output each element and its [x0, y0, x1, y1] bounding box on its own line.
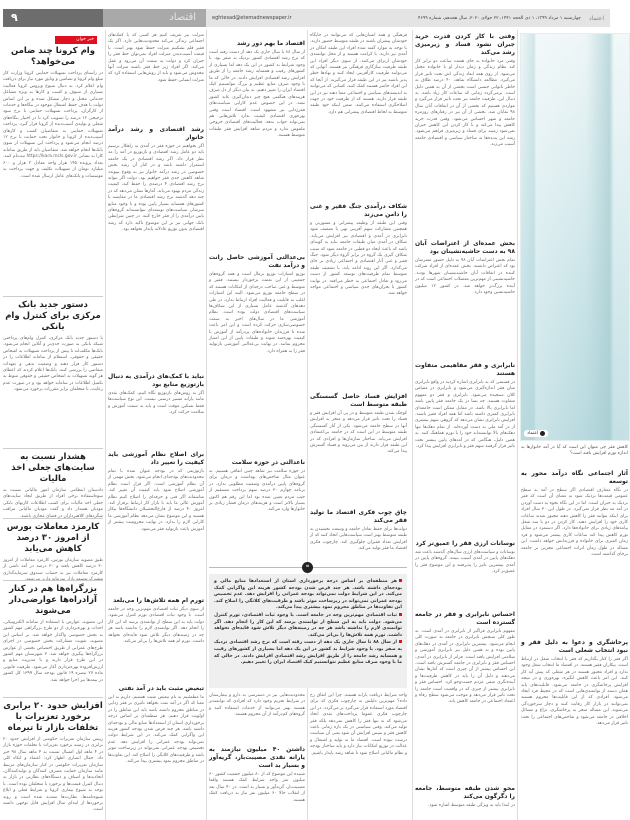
brief-article	[3, 296, 103, 446]
subhead: ناعدالتی در حوزه سلامت	[231, 459, 305, 466]
brief-body: رییس سازمان تعزیرات حکومتی از افزایش حدود ۲۰ برابری در زمینه برخورد تعزیرات با تخلفات حوزه بازار در ۴ ماهه اول امسال نسبت به ۴ ماهه سال ۹۸ خبر داد. جمال انصاری اظهار کرد: اعتماد و اتکاء کلی سازمان تعزیرات حکومتی در کنار سازمان‌های مرتبط مانند سازمان حمایت مصرف کنندگان و تولیدکنندگان، اتحادیه‌ها و اصناف و دستگاه‌های نظارتی در بازار به دنبال کنترل قیمت‌ها و برخورد با متخلفان بوده است. با توجه به شیوع بیماری کرونا و شرایط فعلی و ابلاغ شیوه‌نامه‌ها، نظارت‌ها تشدید شده است و روند برخوردها از ابتدای سال افزایش قابل توجهی داشته است.	[3, 737, 103, 813]
pull-quote: از سال ۸۸ تا سال جاری یک دهه از دست رفته است که نرخ رشد اقتصادی نزدیک به صفر بود. با وجود شرایط بد کشور در این یک دهه اما بسیاری از کشورهای رقیب و همسایه رشد جامعه را از طریق افزایش رشد اقتصادی افزایش دادند. در حالی که ما با وجود صرف منابع عظیم نتوانستیم کیک اقتصاد ایران را تغییر دهیم.	[214, 640, 402, 666]
article-body: در حوزه سلامت نیز شاهد چنین اتفاقی هستیم. به عنوان مثال شاخص‌های بهداشت و درمان برای گروه‌های پایین درآمدی وضعیت مطلوبی ندارد. در برنامه چهارم ۳۰ درصد سهم پرداخت مستقیم از جیب مردم تعیین شده بود اما این رقم هم اکنون بسیار بالاتر است و هزینه‌های درمان فشار زیادی بر خانوارها وارد می‌کند.	[209, 469, 305, 513]
brief-title: کارمزد معاملات بورس از امروز ۳۰ درصد کاهش می‌یابد	[6, 522, 100, 554]
article-section	[108, 685, 204, 820]
brief-article	[3, 448, 103, 519]
red-bullet-icon	[399, 579, 402, 582]
caption-text: کاهش فقر چی متوان این است که آیا در آمد خانوارها به اندازه تورم افزایش یافته است؟	[521, 445, 628, 457]
subhead: شکاف درآمدی جنگ فقیر و غنی را دامن می‌زند	[310, 203, 407, 218]
header-info-bar	[206, 9, 610, 27]
article-section	[415, 362, 515, 537]
brief-article	[3, 697, 103, 820]
subhead: چاق چوب فکری اقتصاد ما تولید فقر می‌کند	[310, 509, 407, 524]
subhead: افزایش فساد حاصل گسستگی طبقه متوسط است	[310, 393, 407, 408]
article-section	[521, 639, 628, 820]
article-body: تمام بخش اعتراضات آبان ۹۸ به دلیل حضور معترضان بود که اعتراض داشتند. بخش عمده‌ای از افراد شرکت کننده در اتفاقات آبان حاشیه‌نشینان شهرها بودند. حاشیه‌نشینی از مهم‌ترین معضلات اجتماعی است که در آینده بزرگ‌تر خواهد شد. در کشور ۱۲ میلیون حاشیه‌نشین وجود دارد.	[415, 258, 516, 296]
brief-body: در راستای پرداخت تسهیلات حمایتی کرونا وزارت کار مبلغ وام کرونا و تضامین و وثایق مورد نیاز برای دریافت وام اعلام کرد. به دنبال شیوع ویروس کرونا فعالیت بسیاری از صنوف و کسب و کارها به ویژه مشاغل خدماتی مختل و دچار مشکل شده و بر این اساس دولت با هدف حفظ اشتغال موجود در بنگاه‌ها و خدمات از کارگران، پرداخت تسهیلات حمایتی با نرخ سود ترجیحی ۱۲ درصد را تصویب کرد تا در اختیار بنگاه‌های شغلی و تولیدی آسیب‌دیده از کرونا قرار گیرد. پرداخت تسهیلات حمایتی به متقاضیان کسب و کارهای آسیب‌دیده از کرونا و خانوار تحت حمایت با نرخ ۱۲ درصد انجام می‌شود و پرداخت این تسهیلات از سوی بانک‌ها انجام خواهد شد. متقاضیان باید از طریق سامانه کارا به نشانی https://kara.mcls.gov.ir ثبت‌نام کنند. تعداد پرونده ۱۴۵ هزار واحد معادل ۲ هزار و ۶۰۰ میلیارد تومان از تسهیلات تکلیف و جهت پرداخت به موسسات و بانک‌های عامل ارسال شده است.	[3, 71, 103, 179]
article-section	[415, 33, 515, 236]
column-divider	[517, 30, 518, 820]
photo-caption	[521, 445, 628, 465]
article-body: وقتی مرد خانواده به جای هشت ساعت دو برابر کار کند نظام زندگی و زمان دیدار او با خانواده مختل می‌شود. از روی همه ابعاد زندگی اش تحت تاثیر قرار می‌گیرد. مطالعه دانشگاه شاهد، ۴۰ درصد طلاق به خاطر ناتوانی جنسی است بخشی از آن به همین دلیل است. برمی‌گردد زمانی که ساعات کار زیاد باشد. به دنبال این، ظرفیت جامعه نیز تحت تاثیر قرار می‌گیرد و مواردی هستیم که بخشی از آن در اتفاقات آبان سال ۹۸ نمایان شد. بخشی از آن نیز در رفتارهای روزمره جامعه و شهر احساس می‌شود. وقتی قدرت خرید کاهش پیدا می‌کند و با کار کردن این کاهش جبران نمی‌شود زمینه برای فساد و زیرمیزی فراهم می‌شود. رشد این پدیده‌ها به ساختار سیاسی و اقتصادی جامعه آسیب می‌زند.	[415, 59, 515, 148]
brief-body: دادستان انتظامی سازمان امور مالیاتی نسبت به سوءاستفاده برخی افراد از طریق ایجاد سایت‌های جعلی اخذ مالیات برای کسب اطلاعات کارتهای بانکی مودیان هشدار داد و گفت مودیان مالیاتی مراقب شگردهای کلاهبرداران در فضای مجازی باشند.	[3, 488, 103, 519]
page-header	[3, 9, 610, 27]
article-body: اگر فقر را کنار بگذاریم که فقر با انتخاب شغل در ارتباط است، بیکاران فقیر هستند. در اقتصاد ما انتخاب شغل وجود ندارد و افراد مجبور هستند در هر شغلی که پیش آید کار کنند. این امر باعث کاهش انگیزه، بهره‌وری و در نتیجه افزایش پرخاشگری در جامعه می‌شود. قابلیت‌های پایه همان دسته از توانمندی‌هایی است که در محیط فرد ایجاد می‌شود. افرادی که از این قابلیت‌ها محروم هستند نمی‌توانند در بازار کار رقابت کنند و دچار سرخوردگی می‌شوند. این مساله منجر به پرخاشگری، نزاع و مسائل اخلاقی در جامعه می‌شود و شاخص‌های اجتماعی را تحت تاثیر قرار می‌دهد.	[521, 657, 628, 727]
subhead: تورم ام همه تلاش‌ها را می‌بلعد	[113, 597, 204, 604]
news-tag: خبر خوان	[55, 36, 97, 44]
subhead: وقتی با کار کردن قدرت خرید جبران نشود فساد و زیرمیزی رشد می‌کند	[415, 33, 515, 56]
subhead: رشد اقتصادی و رشد درآمد خانوار	[108, 126, 204, 141]
article-section	[108, 451, 204, 595]
subhead: احساس نابرابری و فقر در جامعه گسترده است	[415, 611, 515, 626]
subhead: برای اصلاح نظام آموزشی باید کیفیت را تغییر داد	[108, 451, 204, 466]
article-body: از سال ۸۸ تا سال جاری یک دهه از دست رفته است که نرخ رشد اقتصادی کشور نزدیک به صفر بود. با وجود شرایط بد کشور در این یک دهه اما بسیاری از کشورهای رقیب و همسایه رشد جامعه را از طریق افزایش رشد اقتصادی افزایش دادند. در حالی که ما با وجود صرف منابع عظیم و بزرگ نتوانستیم کیک اقتصاد ایران را تغییر دهیم. به بیان دیگر از دل صرف هزینه‌های هنگفتی هیچ چیز دندان‌گیری عاید کشور نشد. در این خصوص عدم کارایی سیاست‌های فقرزدایی نیز مشهود است. اقتصاد است وقتی بهره‌وری اقتصادی کیفیت ندارد تلاش‌هایی هم نمی‌تواند جواب بدهد. فعالیت‌های اقتصادی خروجی ملموس ندارد و مردم شاهد افزایش فقر طبقات متوسط هستند.	[209, 50, 305, 139]
article-section	[108, 597, 204, 683]
article-section	[209, 40, 305, 250]
article-body: محدودیت‌هایی نیز در دسترسی به دارو و بیمارستان در شرایط تحریم وجود دارد که افرادی که توانمندتر هستند بهتر می‌توانند از خدمات استفاده کنند و گروه‌های کم‌درآمد از آن محروم هستند.	[209, 693, 305, 718]
column-divider	[206, 30, 207, 820]
article-continuation	[310, 693, 407, 820]
article-body: اگر بخواهیم در حوزه فقر در آمدی به راهکار برسیم باید دو عامل رشد اقتصادی و بازتوزیع در آمد را مد نظر قرار داد. اگر رشد اقتصادی در یک جامعه استمرار داشته باشد و در کنار آن رشد بخش خصوصی در رشد درآمد خانوار نیز به وقوع بپیوندد شاهد کاهش جدی فقر خواهیم بود. دولت اگر بتواند نرخ رشد اقتصادی ۴ درصدی را حفظ کند، کیفیت زندگی مردم بهبود می‌یابد. آمارها نشان می‌دهد که در چند دهه گذشته نرخ رشد اقتصادی ما در مقایسه با کشورهای همسایه بسیار پایین بوده و با وجود منابع سرشار، سیاست‌های توسعه‌ای نتوانسته‌اند گروه‌های پایین درآمدی را از فقر خارج کنند. در چنین شرایطی بانک جهانی نیز بر این موضوع تاکید دارد که رشد اقتصادی بدون توزیع عادلانه پایدار نخواهد بود.	[108, 144, 204, 233]
article-section	[415, 240, 515, 358]
subhead: بخش عمده‌ای از اعتراضات آبان ۹۸ به دست حاشیه‌نشینان بود	[415, 240, 515, 255]
column-divider	[412, 30, 413, 820]
article-body: منزلت نیز تعریف کنیم هر کسی که با کمک‌های اجتماعی زندگی می‌کند محدودیت‌هایی دارد. اگر یک فقیر قلم بشکنیم منزلت حفظ شود بهتر است. با قیمت آسیب‌دیدن منزلت افراد نمی‌توان خط فقر را جبران کرد و دولت به سمت آن می‌رود و عمل می‌کند. اگر افراد زیر خط فقر باشند منزلت آنها مخدوش می‌شود و باید از روش‌هایی استفاده کرد که منزلت انسانی حفظ شود.	[108, 33, 204, 83]
article-body: شنیده این موضوع که از ۸۰ میلیون جمعیت کشور ۶۰ میلیون نفر واجد شرایط کمک هستند واقعا مصیبت‌بار، گریه‌آور و بسیار بد است. در ۴۰ سال بعد از انقلاب حالا ۶۰ میلیون نفر نیاز به دریافت کمک هستند.	[209, 772, 306, 803]
article-section	[310, 393, 407, 506]
article-body: در ابتدا باید به ویژگی طبقه متوسط اشاره شود.	[428, 803, 515, 808]
brief-title: بزرگراه‌ها هم در کنار آزادراه‌ها عوارضی‌دار می‌شوند	[9, 584, 97, 616]
brief-body: این مصوبه، عوارض با استفاده از سامانه الکترونیکی، احداث و بهره‌برداری از دو طرح بزرگراهی مهم کشور به بخش خصوصی واگذار خواهد شد. بر اساس این مصوبه، تقویت مشارکت بخش خصوصی در اجرای طرح‌های عمرانی از طریق اختصاص بخشی از عوارض بزرگراه‌ها پیگیری خواهد شد. ۳ شهرستان مهم کشور در این طرح قرار دارند و با مدیریت منابع و ارزش‌افزوده بهره‌برداری آغاز می‌شود. طرفیت قانونی ماده ۲۷ تبصره ۱۹ قانون بودجه سال ۱۳۹۹ کل کشور در بیمه‌ها نیز اجرا خواهد شد.	[3, 620, 104, 683]
page-number: ۹	[3, 9, 103, 27]
subhead: بی‌عدالتی آموزشی حاصل رانت و درآمد نفت	[209, 254, 305, 269]
article-section	[209, 254, 305, 457]
brief-body: با دستور جدید بانک مرکزی، کنترل وام‌های پرداختی شبکه بانکی به صورت جدی‌تر و آنلاین انجام می‌شود. بانک‌ها مکلف‌اند تا پیش از پرداخت تسهیلات به اشخاص حقیقی و حقوقی، استعلام از سامانه اطلاعات را در دستور کار قرار دهند و وضعیت بدهی و تعهدات متقاضی را بررسی کنند. بانک‌ها اعلام کردند که اعطای هر گونه تسهیلات به اشخاص حقیقی و حقوقی منوط به تکمیل اطلاعات در سامانه خواهد بود و در صورت عدم رعایت، با متخلفان برابر مقررات برخورد می‌شود.	[3, 336, 103, 393]
article-body: از سوی دیگر ثبات اقتصادی مهم‌ترین وجه در جامعه است. با وجود ثبات اقتصادی تورم کنترل می‌شود. دولت باید به این سطح از توانمندی برسد که این کار را انجام دهد. اگر توانمندی لازم را نداشته باشد هر چه در زمینه‌های دیگر تلاش شود فایده‌ای نخواهد داشت. تورم ام همه تلاش‌ها را بی‌اثر می‌کند.	[108, 607, 204, 645]
subhead: آثار اجتماعی نگاه درآمد محور به توسعه	[521, 470, 628, 485]
quote-icon: ❝	[302, 562, 313, 573]
article-body: مفهوم نابرابری فراگیر از نابرابری در آمدی است. به طور کلی سنجش نابرابری در جامعه به صورت کلی انجام می‌شود. بیشترین نابرابری در آمدی در دهک‌های پایین بوده و به همین دلیل نیز نابرابری آموزشی و سلامتی افزایش یافته است. فراتر از نابرابری در آمدی، احساس فقر و نابرابری در جامعه گسترش یافته است. این احساس بیشتر از آن چیزی است که آمارها نشان می‌دهند و دلیل آن را باید در کاهش ظرفیت‌ها و آینده‌نگری منفی مردم جست‌وجو کرد. احساس فقر و نابرابری بیشتر از چیزی که در واقعیت است جامعه را تحت تاثیر قرار می‌دهد و موجب می‌شود سطح رفاه و اعتماد اجتماعی در جامعه کاهش یابد.	[415, 629, 515, 705]
article-body: بازتوزیعی که در بودجه عنوان شده با تمام محدودیت‌های بودجه‌ای انجام می‌شود. بخش مهمی از آن نظام آموزشی است. اگر قرار است نظام آموزشی اصلاح شود باید کیفیت آن تغییر کند. متاسفانه اگر فنی و حرفه‌ای را اصلاح کنیم نظام آموزش عالی ما باید با بازار کار ارتباط برقرار کند. امروز ۴۰ درصد از فارغ‌التحصیلان دانشگاه‌ها بیکار هستند و این موضوع نشان می‌دهد نظام آموزشی ما کارایی لازم را ندارد. در نهایت محرومیت بیشتر از آموزش باعث بازتولید فقر می‌شود.	[108, 469, 204, 532]
logo-icon	[540, 431, 545, 436]
article-body: در قسمتی که به نابرابری اشاره کردید در واقع نابرابری میان فقر اندازه‌گیری می‌شود و نابرابری در مقیاس کلان سنجیده می‌شود. نابرابری و فقر دو مفهوم متفاوت هستند. چه بسا در یک جامعه فقر پایین باشد اما نابرابری بالا باشد. در مقابل ممکن است جامعه‌ای نابرابری کمتری داشته باشد اما همه افراد فقیر باشند. افزایش نابرابری نشان می‌دهد که گروهی سهم بیشتری از در آمد ملی به دست آورده‌اند. از تمام دهک‌ها تنها دهک‌های بالا توانسته‌اند خود را با تورم هماهنگ کنند. به همین دلیل، هنگامی که در آمدهای پایین بیشتر تحت تاثیر قرار گرفتند سهم فقر و نابرابری افزایش پیدا کرد.	[415, 380, 515, 450]
subhead: محو شدن طبقه متوسط، جامعه را دگرگون می‌کند	[415, 785, 515, 800]
brief-title: وام کرونا چند ضامن می‌خواهد؟	[10, 46, 96, 67]
red-bullet-icon	[399, 613, 402, 616]
article-section	[209, 459, 305, 559]
article-section	[521, 470, 628, 636]
brief-body: طبق مصوبه سازمان بورس، کارمزد معاملات از امروز ۳۰ درصد کاهش یافته و ۳۰ درصد در آمد ناشی از کارمزد معاملات نیز به حساب صندوق سرمایه‌گذاری مشترک توسعه بازار سرمایه واریز می‌شود.	[3, 558, 104, 583]
subhead: داشتن ۴۰ میلیون نیازمند به یارانه نقدی مصیبت‌بار، گریه‌آور و بسیار بد است	[209, 746, 305, 769]
date-line: چهارشنبه ۱ مرداد ۱۳۹۹، ۱ ذی الحجه ۱۴۴۱، ۲۲ جولای ۲۰۲۰، سال هجدهم، شماره ۴۶۹۹	[418, 15, 581, 21]
article-section	[415, 611, 515, 783]
article-body: ما مطمئنیم به نام تبعیض مثبت هستیم. داریم به این معنا که اگر در آمد نفت بخواهد تاثیری بر فقر زدایی در مناطق محروم داشته باشد باید این مناطق را در اولویت قرار دهیم. هر منطقه‌ای بر اساس درجه برخورداری استان از استعدادها منابع مالی و بودجه‌ای داشته باشد. هر چند فرض شدن بودجه کشور هزینه این واگرایی کمک می‌کند. در این شرایط دولت نمی‌تواند بودجه عمرانی را افزایش دهد. عدم تخصیص بودجه عمرانی نمی‌تواند در زیرساخت موثر باشد و ظرفیت‌های کلانگی را اصلاح کند. این تفاوت‌ها در مناطق محروم نمود بیشتری پیدا می‌کند.	[108, 695, 204, 765]
pull-quote: ثبات اقتصادی مهم‌ترین وجه در جامعه است. با وجود ثبات اقتصادی، تورم کنترل می‌شود. دولت باید به این سطح از توانمندی برسد که این کار را انجام دهد. اگر توانمندی لازم را نداشته باشد هر چه در زمینه‌های دیگر تلاش شود فایده‌ای نخواهد داشت. تورم همه تلاش‌ها را بی‌اثر می‌کند.	[214, 612, 402, 638]
article-body: دولت‌ها برای حفظ تعادل جامعه و وسعت بخشیدن به طبقه متوسط بهتر است سیاست‌هایی اتخاذ کنند که از افزایش تعداد فقیران جلوگیری کند. چارچوب فکری اقتصاد ما فقر تولید می‌کند.	[310, 527, 407, 552]
article-body: وقتی این طبقه از وظیفه پیشرانی و مشورتی و همچنین مشارکت سهم آفرینی تهی یا تضعیف شود نابرابری در آمدی و اقتصادی نیز افزایش می‌یابد. شکاف در آمدی میان طبقات جامعه نباید به گونه‌ای باشد که باعث ایجاد دو قطبی در جامعه شود که سبب شکاف گیری یک گروه در برابر گروه دیگر شود. جنگ فقیر و غنی آثار اقتصادی و اجتماعی زیادی بر جای می‌گذارد. اگر این روند ادامه یابد، با تضعیف طبقه متوسط تمام ظرفیت‌های توسعه کشور از دست می‌رود و تعادل اجتماعی به خطر می‌افتد. در نهایت کشور با بحران‌های جدی سیاسی و اجتماعی مواجه خواهد شد.	[310, 221, 407, 297]
brief-title: دستور جدید بانک مرکزی برای کنترل وام بانکی	[5, 300, 101, 332]
article-section	[108, 373, 204, 449]
pull-quote: هر منطقه‌ای بر اساس درجه برخورداری استان از استعدادها منابع مالی و بودجه‌ای داشته باشد. هر چند فرض شدن بودجه کشور هزینه این واگرایی کمک می‌کند. در این شرایط دولت نمی‌تواند بودجه عمرانی را افزایش دهد. عدم تخصیص بودجه عمرانی نمی‌تواند در زیرساخت موثر باشد و ظرفیت‌های کلانگی را اصلاح کند. این تفاوت‌ها در مناطق محروم نمود بیشتری پیدا می‌کند.	[214, 579, 402, 611]
section-email[interactable]: eghtesad@etemadnewspaper.ir	[212, 15, 292, 21]
article-section	[108, 126, 204, 370]
article-body: اگر به روش‌های بازتوزیع نگاه کنیم، کمک‌های نقدی مانند یارانه مسیر درستی نیست. این نوع سیاست‌ها فقط تسکین موقت است و باید به سمت آموزش و سلامت حرکت کرد.	[108, 391, 204, 416]
article-body: واحد شرایط دریافت یارانه هستند. چرا این اتفاق رخ داده؟ مهم‌ترین دلیلش به چارچوب فکری که برای اقتصاد مورد استفاده قرار می‌گیرد بر می‌گردد. در این چارچوب فکری عموما پرداخت‌های نقدی اتخاذ می‌شود که نه تنها فقر را کاهش نمی‌دهد بلکه فقر تولید می‌کند. وقتی سیاستی در یک بازه زمانی باعث کاهش فقر و سپس افزایش آن شود یعنی آن سیاست درست نبوده است. اقتصاد ما به تولید و اشتغال و عدالت در توزیع امکانات نیاز دارد و باید ساختار بودجه و نظام مالیاتی اصلاح شود تا شاهد رشد پایدار باشیم.	[310, 693, 407, 756]
section-title: اقتصاد	[103, 9, 206, 27]
article-section	[209, 746, 305, 820]
subhead: نوسانات ارزی فقر را عمیق‌تر کرد	[415, 540, 515, 547]
article-continuation	[108, 33, 204, 123]
article-photo	[520, 33, 630, 441]
pull-quote-box	[209, 574, 407, 688]
column-divider	[105, 30, 106, 820]
brief-article	[3, 518, 104, 583]
brief-title: افزایش حدود ۲۰ برابری برخورد تعزیرات با تخلفات بازار تا تیرماه	[3, 701, 103, 733]
subhead: تبعیض مثبت باید در آمد نفتی	[118, 685, 204, 692]
column-divider	[307, 30, 308, 820]
subhead: نابرابری و فقر مفاهیمی متفاوت هستند	[415, 362, 515, 377]
article-body: نوسانات و سیاست‌های ارزی سال‌های گذشته باعث شد دهک‌های پایین در آمدی آسیب ببینند. گروه‌های پایین در آمدی بیشترین تاثیر را پذیرفتند و این موضوع فقر را عمیق‌تر کرد.	[415, 550, 515, 575]
article-section	[415, 540, 515, 608]
photo-credit: اعتماد	[524, 430, 548, 437]
article-section	[310, 203, 407, 391]
article-body: در نگاه متعارف اقتصادی اگر سطح در آمد به سطح عمومی قیمت‌ها نزدیک شود به معنای آن است که فقر نزدیک به جبران است. اما در این نگاه نحوه به دست آوردن در آمد مد نظر قرار نمی‌گیرد. در طول این ۳۰ سال افراد برای اینکه بتوانند فقر را کاهش دهند مجبور شدند ساعات کاری خود را افزایش دهند. کار کردن در دو یا سه شغل پیامدهای زیادی برای خانواده‌ها دارد. اگر دستمزد در مقابل تورم کاهش پیدا کند ساعات کاری بیشتر می‌شود و فرد زمان کمتری برای خانواده و فرزندانش خواهد داشت. این مساله در طول زمان اثرات اجتماعی مخربی بر جامعه برجای گذاشته است.	[521, 488, 628, 558]
subhead: اقتصاد ما بهم دور رشد	[236, 40, 305, 47]
brief-article	[3, 46, 103, 251]
article-body: کوچک شدن طبقه متوسط و در پی آن افزایش فقر و فساد را تحت تاثیر قرار می‌دهد و منجر به افزایش آنها در سطح جامعه می‌شود. یکی از آثار گسستگی طبقه متوسط در این است که در جامعه بی‌اعتمادی افزایش می‌یابد. ساختار سازمان‌ها و افرادی که در این طبقه قرار دارند از بین می‌روند و فساد گسترش پیدا می‌کند.	[310, 411, 407, 455]
subhead: نباید با کمک‌های درآمدی به دنبال بازتوزیع منابع بود	[108, 373, 204, 388]
subhead: پرخاشگری و دعوا به دلیل فقر و نبود انتخاب شغلی است	[521, 639, 628, 654]
brief-title: هشدار نسبت به سایت‌های جعلی اخذ مالیات	[11, 452, 95, 484]
article-body: فرهنگی و همه انسان‌هایی که می‌توانند در جایگاه خودشان پیشران باشند در طبقه متوسط حضور دارند. با توجه به موارد گفته شده افراد این طبقه امکان در آمدی نیز دارند. با کرامت هستند و از محل توانمندی خودشان ارتزاق می‌کنند. از سوی دیگر افراد این طبقه ظرفیت سازگاری فرهنگی نیز هستند. آنهایی که می‌توانند ظرفیت کارآفرینی ایجاد کنند و نهادها خطر پذیر باشند نیز در این طبقه قرار می‌گیرند. از آنجا که این افراد حاضر هستند کمک کنند، کسانی که می‌توانند به اندیشه‌های سیاسی و اجتماعی معنا دهند نیز در این طبقه قرار دارند. هستند که از ظرفیت خود در جهت اصلاحگری استفاده می‌کنند. ضمن اینکه خود طبقه متوسط به لحاظ اقتصادی پیشرانی هم دارد.	[310, 33, 407, 115]
article-continuation	[310, 33, 407, 201]
article-section	[415, 785, 515, 819]
brief-article	[3, 580, 103, 694]
red-bullet-icon	[399, 640, 402, 643]
article-section	[310, 509, 407, 559]
newspaper-logo: اعتماد	[588, 14, 604, 22]
article-continuation	[209, 693, 305, 743]
article-body: توزیع امتیازات توزیع نرمال است و همه گروه‌های جمعیتی از این نعمت برخوردار نیستند. فقیر و متوسط و غنی صاحب درجه‌ای از امکانات هستند که در سطح جامعه توزیع می‌شود. البته این امتیازات اغلب به قابلیت و فعالیت افراد ارتباط ندارد. در طی دهه‌های گذشته عامل بسیاری از این شکاف‌ها سیاست‌های اقتصادی دولت بوده است. نظام آموزشی ما در سال‌های اخیر به سمت خصوصی‌سازی حرکت کرده است و این امر باعث شده تا فرزندان خانواده‌های پردرآمد از آموزش با کیفیت بهره‌مند شوند و طبقات پایین از این امتیاز محروم بمانند. در نهایت بی‌عدالتی آموزشی بازتولید فقر را به همراه دارد.	[209, 272, 305, 354]
